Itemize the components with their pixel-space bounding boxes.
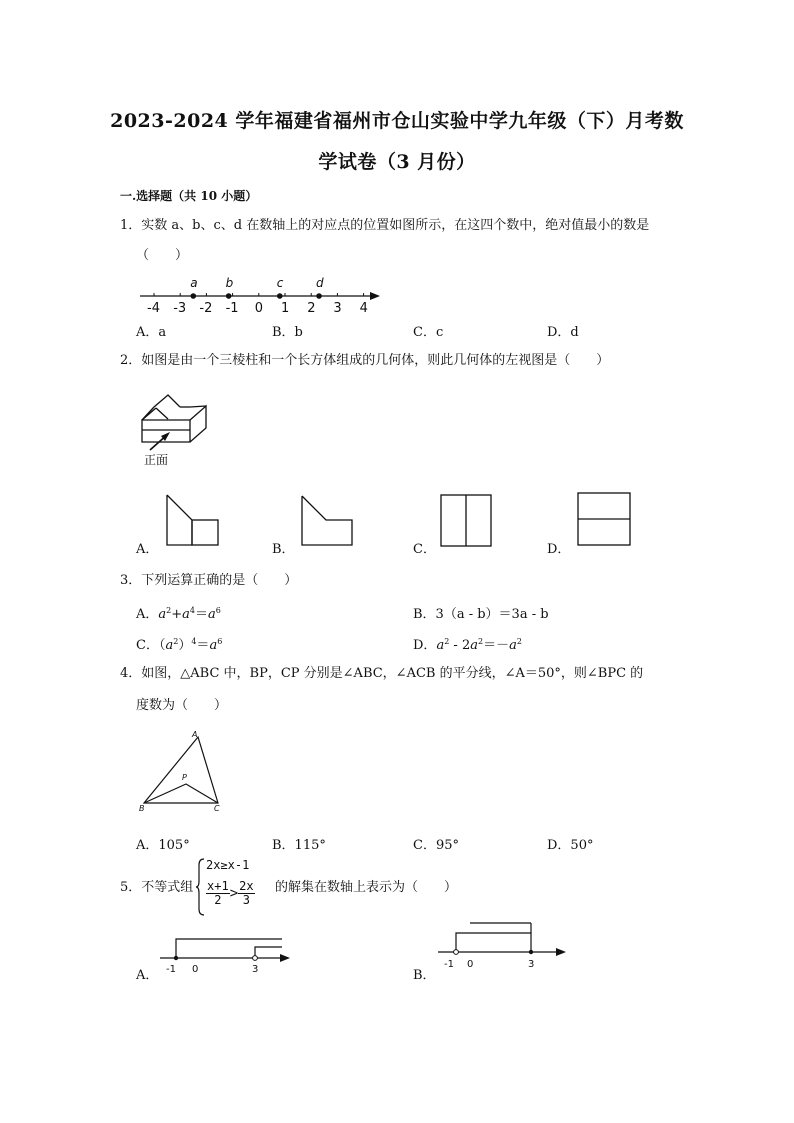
q5b-tick-label-3: 3 (528, 959, 535, 970)
q1-point-label-c: c (276, 276, 284, 290)
q1-point-label-b: b (225, 276, 234, 290)
inequality-1: 2x≥x-1 (206, 858, 250, 872)
question-5-suffix: 的解集在数轴上表示为（ ） (275, 880, 458, 895)
q1-tick-label: 3 (333, 301, 342, 316)
q3-option-a[interactable]: A．$a^2+a^4=a^6$ (136, 606, 221, 622)
q1-tick-label: 1 (281, 301, 290, 316)
q2-option-d-label[interactable]: D． (547, 542, 571, 557)
inequality-2: $\frac{x+1}{2}$ > $\frac{2x}{3}$ (207, 879, 254, 907)
q5b-tick-label-neg1: -1 (444, 959, 454, 970)
q2-option-c-figure[interactable] (436, 490, 498, 550)
q2-option-b-label[interactable]: B． (272, 542, 295, 557)
q1-option-d[interactable]: D．d (547, 325, 579, 340)
q5b-tick-label-0: 0 (467, 959, 474, 970)
page-title-line-2: 学试卷（3 月份） (318, 151, 476, 173)
q4-option-b[interactable]: B．115° (272, 838, 326, 853)
section-heading: 一.选择题（共 10 小题） (120, 189, 258, 203)
q4-option-a[interactable]: A．105° (136, 838, 190, 853)
q3-option-b[interactable]: B．3（a - b）＝3a - b (413, 607, 549, 622)
front-label: 正面 (144, 453, 169, 467)
left-brace-icon (196, 857, 206, 917)
q4-triangle-figure (136, 728, 230, 812)
question-1-answer-paren: （ ） (136, 248, 189, 263)
q2-solid-figure (134, 386, 214, 468)
q1-tick-label: 4 (359, 301, 368, 316)
q1-tick-label: -4 (147, 301, 160, 316)
q3-option-c[interactable]: C．$(a^2)^4=a^6$ (136, 637, 223, 653)
q2-option-c-label[interactable]: C． (413, 542, 436, 557)
question-5-prefix: 5．不等式组 (120, 880, 194, 895)
question-4-text-line-1: 4．如图，△ABC 中，BP，CP 分别是∠ABC，∠ACB 的平分线，∠A＝50°，则∠BPC 的 (120, 666, 644, 681)
vertex-label-c: C (214, 804, 220, 812)
question-4-text-line-2: 度数为（ ） (136, 698, 228, 713)
q5-option-a-number-line[interactable] (158, 932, 298, 976)
q1-point-label-a: a (190, 276, 198, 290)
q2-option-a-label[interactable]: A． (136, 542, 159, 557)
q5-option-a-label[interactable]: A． (136, 968, 159, 983)
q5-option-b-label[interactable]: B． (413, 968, 436, 983)
q5a-tick-label-3: 3 (252, 964, 259, 975)
q1-tick-label: 0 (254, 301, 264, 316)
q1-tick-label: -2 (199, 301, 213, 316)
q1-point-b (226, 293, 232, 299)
vertex-label-a: A (192, 730, 198, 739)
q1-point-label-d: d (316, 276, 324, 290)
q3-option-d[interactable]: D．$a^2 - 2a^2=-a^2$ (413, 637, 522, 653)
q1-option-a[interactable]: A．a (136, 325, 167, 340)
q5a-tick-label-neg1: -1 (166, 964, 176, 975)
q2-option-a-figure[interactable] (160, 490, 224, 550)
question-1-text: 1．实数 a、b、c、d 在数轴上的对应点的位置如图所示，在这四个数中，绝对值最小的数是 (120, 218, 650, 233)
q1-point-c (277, 293, 283, 299)
q5-option-b-number-line[interactable] (436, 920, 576, 972)
q5a-tick-label-0: 0 (192, 964, 199, 975)
q4-option-d[interactable]: D．50° (547, 838, 594, 853)
q2-option-d-figure[interactable] (572, 488, 636, 550)
fraction-left: $\frac{x+1}{2}$ (207, 879, 229, 907)
q1-point-d (316, 293, 322, 299)
point-label-p: P (182, 773, 187, 782)
question-3-text: 3．下列运算正确的是（ ） (120, 573, 298, 588)
vertex-label-b: B (139, 804, 145, 812)
q4-option-c[interactable]: C．95° (413, 838, 459, 853)
q1-point-a (191, 293, 197, 299)
q1-tick-label: -1 (225, 301, 239, 316)
q1-number-line (136, 272, 386, 320)
q1-tick-label: 2 (307, 301, 316, 316)
page-title-line-1: 2023-2024 学年福建省福州市仓山实验中学九年级（下）月考数 (110, 110, 684, 132)
q1-option-c[interactable]: C．c (413, 325, 444, 340)
q1-option-b[interactable]: B．b (272, 325, 303, 340)
q2-option-b-figure[interactable] (296, 490, 360, 550)
question-2-text: 2．如图是由一个三棱柱和一个长方体组成的几何体，则此几何体的左视图是（ ） (120, 353, 610, 368)
fraction-right: $\frac{2x}{3}$ (239, 879, 254, 907)
q1-tick-label: -3 (173, 301, 187, 316)
